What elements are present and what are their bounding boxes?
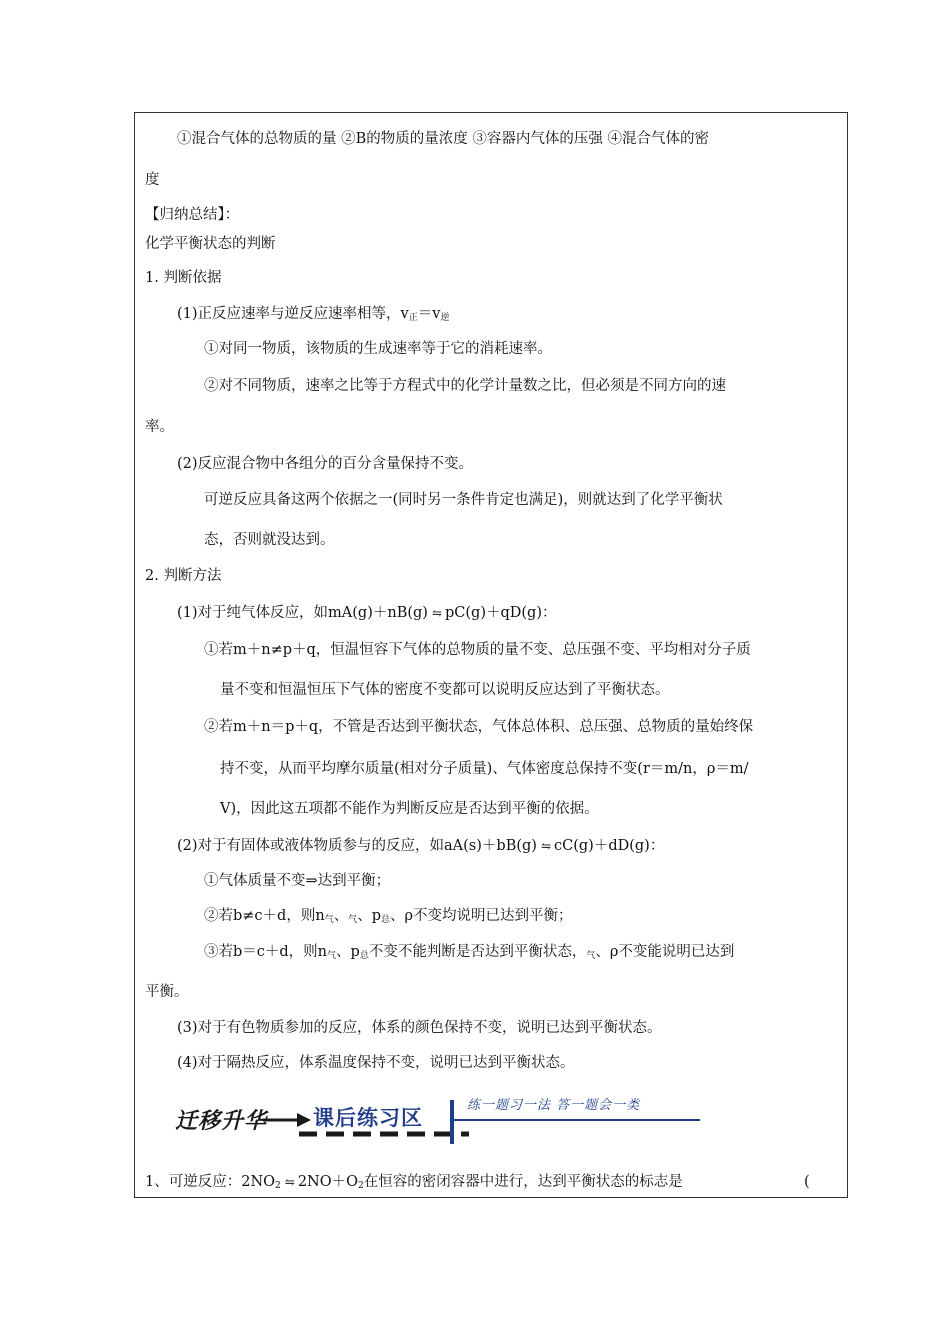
- option-line: ①混合气体的总物质的量 ②B的物质的量浓度 ③容器内气体的压强 ④混合气体的密: [177, 131, 709, 147]
- method-2: (2)对于有固体或液体物质参与的反应，如aA(s)＋bB(g) ⇋ cC(g)＋dD(g)：: [177, 838, 665, 854]
- method-1-b: ②若m＋n＝p＋q，不管是否达到平衡状态，气体总体积、总压强、总物质的量始终保: [204, 719, 754, 735]
- question-1: 1、可逆反应：$2NO_2$ ⇋ $2NO+O_2$在恒容的密闭容器中进行，达到平衡状态的标志是: [145, 1174, 683, 1191]
- answer-paren: (: [804, 1174, 810, 1190]
- method-1-b-cont2: V)，因此这五项都不能作为判断反应是否达到平衡的依据。: [220, 801, 599, 817]
- criterion-note-cont: 态，否则就没达到。: [204, 532, 335, 548]
- option-line-cont: 度: [145, 172, 160, 188]
- banner-left-title: 迁移升华: [175, 1109, 268, 1134]
- method-1-a-cont: 量不变和恒温恒压下气体的密度不变都可以说明反应达到了平衡状态。: [220, 682, 670, 698]
- method-2-c: ③若b＝c＋d，则$n_气$、$p_总$不变不能判断是否达到平衡状态，$_气$、ρ不变能说明已达到: [204, 944, 735, 961]
- criterion-1: (1)正反应速率与逆反应速率相等，$v_正=v_逆$: [177, 306, 450, 323]
- subsection-1: 1. 判断依据: [145, 270, 222, 286]
- criterion-2: (2)反应混合物中各组分的百分含量保持不变。: [177, 456, 474, 472]
- criterion-note: 可逆反应具备这两个依据之一(同时另一条件肯定也满足)，则就达到了化学平衡状: [204, 492, 723, 508]
- section-title: 化学平衡状态的判断: [145, 236, 276, 252]
- method-1-a: ①若m＋n≠p＋q，恒温恒容下气体的总物质的量不变、总压强不变、平均相对分子质: [204, 642, 751, 658]
- summary-heading: 【归纳总结】：: [145, 207, 240, 223]
- subsection-2: 2. 判断方法: [145, 568, 222, 584]
- method-1-b-cont: 持不变，从而平均摩尔质量(相对分子质量)、气体密度总保持不变(r＝m/n，ρ＝m/: [220, 761, 749, 777]
- method-2-a: ①气体质量不变⇒达到平衡；: [204, 873, 391, 889]
- practice-section-banner: [175, 1088, 705, 1154]
- method-3: (3)对于有色物质参加的反应，体系的颜色保持不变，说明已达到平衡状态。: [177, 1020, 662, 1036]
- criterion-1-b-cont: 率。: [145, 419, 174, 435]
- method-1: (1)对于纯气体反应，如mA(g)＋nB(g) ⇋ pC(g)＋qD(g)：: [177, 605, 557, 621]
- method-2-b: ②若b≠c＋d，则$n_气$、$_气$、$p_总$、ρ不变均说明已达到平衡；: [204, 908, 573, 925]
- method-4: (4)对于隔热反应，体系温度保持不变，说明已达到平衡状态。: [177, 1055, 575, 1071]
- method-2-c-cont: 平衡。: [145, 984, 189, 1000]
- banner-main-title: 课后练习区: [313, 1106, 423, 1130]
- criterion-1-a: ①对同一物质，该物质的生成速率等于它的消耗速率。: [204, 341, 552, 357]
- banner-slogan: 练一题习一法 答一题会一类: [467, 1098, 641, 1113]
- criterion-1-b: ②对不同物质，速率之比等于方程式中的化学计量数之比，但必须是不同方向的速: [204, 378, 726, 394]
